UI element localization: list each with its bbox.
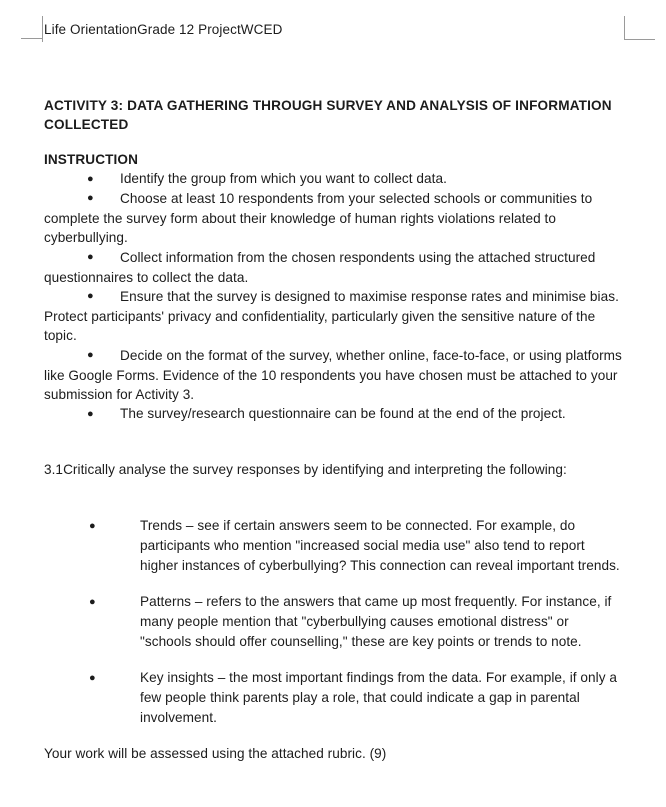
list-item-text: Choose at least 10 respondents from your selected schools or communities to complete the survey form about their knowledge of human rights violations related to cyberbullying. [44,190,593,246]
crop-mark-horizontal-arm [624,39,655,40]
list-item [44,592,622,652]
question-text: Critically analyse the survey responses by identifying and interpreting the following: [63,462,567,478]
list-item-text: The survey/research questionnaire can be found at the end of the project. [120,406,566,422]
bullet-icon: ● [89,519,96,532]
bullet-icon: ● [87,192,94,205]
instruction-list [44,169,622,424]
bullet-icon: ● [87,172,94,185]
page-title: ACTIVITY 3: DATA GATHERING THROUGH SURVEY AND ANALYSIS OF INFORMATION COLLECTED [44,98,612,132]
list-item [44,516,622,576]
spacer [44,480,622,516]
bullet-icon: ● [87,407,94,420]
instruction-heading: INSTRUCTION [44,152,138,167]
list-item [44,287,622,346]
list-item [44,189,622,248]
document-body [44,96,622,763]
crop-mark-top-right-icon [624,16,656,42]
question-number: 3.1 [44,462,64,478]
bullet-icon: ● [87,349,94,362]
list-item-text: Decide on the format of the survey, whether online, face-to-face, or using platforms like Google Forms. Evidence of the 10 respondents you have chosen must be attached to your submission for Activity 3. [44,347,622,402]
crop-mark-vertical-arm [624,16,625,39]
bullet-icon: ● [87,290,94,303]
crop-mark-vertical-arm [42,16,43,42]
crop-mark-top-left-icon [21,16,45,43]
spacer [44,424,622,460]
bullet-icon: ● [89,671,96,684]
bullet-icon: ● [87,251,94,264]
list-item-text: Key insights – the most important findings from the data. For example, if only a few people think parents play a role, that could indicate a gap in parental involvement. [140,669,617,725]
running-header: Life OrientationGrade 12 ProjectWCED [44,22,283,37]
list-item-text: Identify the group from which you want to collect data. [120,171,447,186]
list-item [44,404,622,424]
list-item [44,169,622,189]
question-3-1 [44,460,622,479]
list-item-text: Collect information from the chosen respondents using the attached structured questionnaires to collect the data. [44,249,596,285]
closing-note: Your work will be assessed using the attached rubric. (9) [44,745,387,761]
list-item [44,248,622,287]
list-item [44,668,622,728]
list-item-text: Trends – see if certain answers seem to be connected. For example, do participants who mention "increased social media use" also tend to report higher instances of cyberbullying? This connection can reveal important trends. [140,517,620,573]
crop-mark-horizontal-arm [21,38,43,39]
bullet-icon: ● [89,595,96,608]
analysis-list [44,516,622,728]
list-item-text: Ensure that the survey is designed to maximise response rates and minimise bias. Protect participants' privacy and confidentiality, particularly given the sensitive nature of the topic. [44,288,619,344]
list-item-text: Patterns – refers to the answers that came up most frequently. For instance, if many people mention that "cyberbullying causes emotional distress" or "schools should offer counselling," these are key points or trends to note. [140,593,612,649]
list-item [44,346,622,405]
